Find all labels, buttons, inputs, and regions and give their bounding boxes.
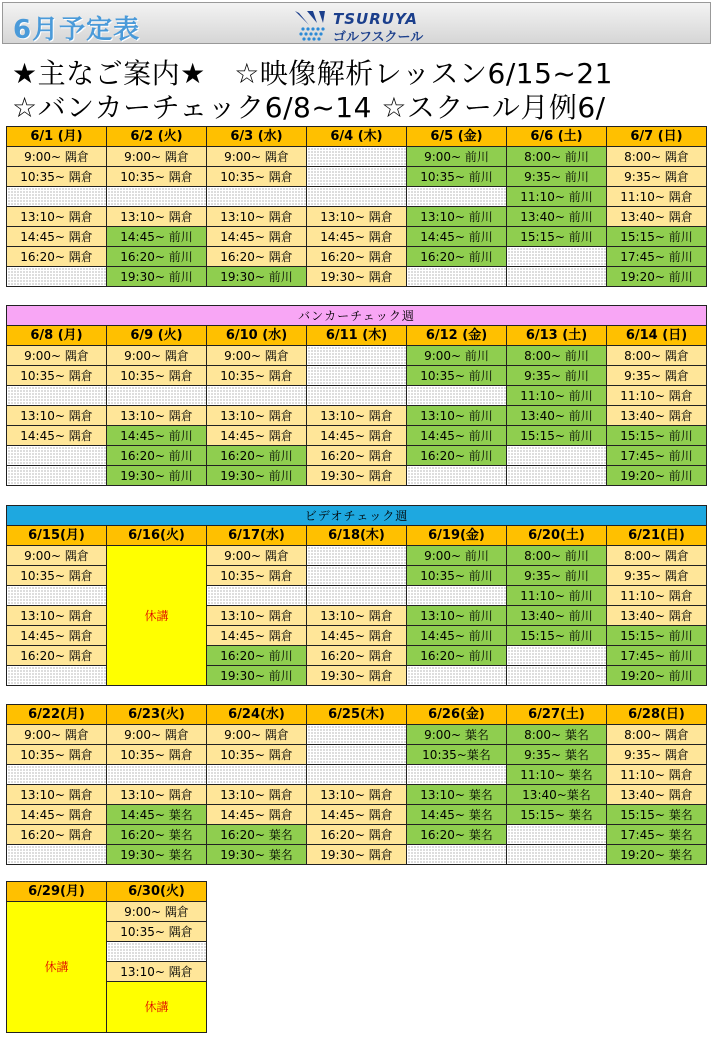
lesson-slot: 15:15~ 前川 [507,227,607,247]
time-slot-row [7,825,707,845]
lesson-slot: 14:45~ 隅倉 [7,426,107,446]
lesson-slot: 9:35~ 前川 [507,566,607,586]
day-header: 6/20(土) [507,526,607,546]
lesson-slot: 13:40~ 隅倉 [607,406,707,426]
lesson-slot: 19:30~ 前川 [107,267,207,287]
day-header: 6/25(木) [307,705,407,725]
day-header: 6/30(火) [107,882,207,902]
lesson-slot: 15:15~ 前川 [607,626,707,646]
empty-slot [307,765,407,785]
lesson-slot: 17:45~ 前川 [607,446,707,466]
empty-slot [7,187,107,207]
lesson-slot: 13:40~葉名 [507,785,607,805]
lesson-slot: 14:45~ 隅倉 [7,227,107,247]
empty-slot [107,386,207,406]
lesson-slot: 13:10~ 隅倉 [307,207,407,227]
day-header: 6/12 (金) [407,326,507,346]
day-header-row [7,705,707,725]
lesson-slot: 9:00~ 隅倉 [107,902,207,922]
lesson-slot: 14:45~ 葉名 [107,805,207,825]
lesson-slot: 10:35~ 隅倉 [207,167,307,187]
lesson-slot: 13:10~ 隅倉 [207,207,307,227]
lesson-slot: 13:40~ 前川 [507,406,607,426]
day-header: 6/5 (金) [407,127,507,147]
lesson-slot: 11:10~ 隅倉 [607,586,707,606]
empty-slot [507,646,607,666]
empty-slot [407,845,507,865]
lesson-slot: 14:45~ 隅倉 [307,426,407,446]
day-header: 6/11 (木) [307,326,407,346]
week-banner: バンカーチェック週 [7,306,707,326]
empty-slot [507,466,607,486]
lesson-slot: 13:10~ 葉名 [407,785,507,805]
empty-slot [507,845,607,865]
notice-line-2: ☆バンカーチェック6/8~14 ☆スクール月例6/ [12,91,606,124]
logo-text-jp: ゴルフスクール [333,30,424,45]
notice-line-1: ★主なご案内★ ☆映像解析レッスン6/15~21 [12,57,613,90]
lesson-slot: 10:35~ 隅倉 [107,922,207,942]
lesson-slot: 13:10~ 隅倉 [107,406,207,426]
week-banner: ビデオチェック週 [7,506,707,526]
lesson-slot: 16:20~ 前川 [407,646,507,666]
lesson-slot: 19:30~ 前川 [107,466,207,486]
lesson-slot: 10:35~ 隅倉 [207,566,307,586]
lesson-slot: 14:45~ 隅倉 [7,626,107,646]
empty-slot [207,765,307,785]
lesson-slot: 13:10~ 隅倉 [7,785,107,805]
page-title: 6月予定表 [13,15,141,45]
time-slot-row [7,446,707,466]
lesson-slot: 15:15~ 前川 [507,626,607,646]
lesson-slot: 11:10~ 前川 [507,586,607,606]
lesson-slot: 9:00~ 隅倉 [207,546,307,566]
empty-slot [207,187,307,207]
lesson-slot: 8:00~ 前川 [507,346,607,366]
time-slot-row [7,725,707,745]
day-header: 6/22(月) [7,705,107,725]
day-header: 6/28(日) [607,705,707,725]
day-header: 6/7 (日) [607,127,707,147]
lesson-slot: 10:35~ 隅倉 [7,745,107,765]
closed-label: 休講 [107,982,207,1033]
empty-slot [307,386,407,406]
lesson-slot: 13:40~ 前川 [507,606,607,626]
empty-slot [307,586,407,606]
lesson-slot: 9:00~ 隅倉 [7,546,107,566]
day-header: 6/17(水) [207,526,307,546]
schedule-week-1 [6,126,707,287]
lesson-slot: 9:00~ 隅倉 [7,346,107,366]
empty-slot [307,346,407,366]
header-bar [2,2,711,44]
lesson-slot: 11:10~ 前川 [507,386,607,406]
lesson-slot: 8:00~ 前川 [507,147,607,167]
lesson-slot: 10:35~ 前川 [407,167,507,187]
lesson-slot: 13:10~ 前川 [407,406,507,426]
time-slot-row [7,845,707,865]
day-header: 6/26(金) [407,705,507,725]
lesson-slot: 9:00~ 前川 [407,546,507,566]
time-slot-row [7,406,707,426]
lesson-slot: 9:35~ 隅倉 [607,167,707,187]
lesson-slot: 10:35~ 隅倉 [107,745,207,765]
lesson-slot: 10:35~ 前川 [407,366,507,386]
lesson-slot: 19:30~ 前川 [207,666,307,686]
empty-slot [7,446,107,466]
day-header: 6/9 (火) [107,326,207,346]
lesson-slot: 14:45~ 隅倉 [7,805,107,825]
time-slot-row [7,546,707,566]
empty-slot [107,187,207,207]
lesson-slot: 16:20~ 前川 [207,646,307,666]
lesson-slot: 9:00~ 隅倉 [207,725,307,745]
schedule-week-4 [6,704,707,865]
empty-slot [407,386,507,406]
lesson-slot: 17:45~ 前川 [607,247,707,267]
lesson-slot: 11:10~ 前川 [507,187,607,207]
time-slot-row [7,227,707,247]
day-header: 6/27(土) [507,705,607,725]
empty-slot [307,167,407,187]
empty-slot [7,267,107,287]
lesson-slot: 14:45~ 隅倉 [207,626,307,646]
lesson-slot: 17:45~ 葉名 [607,825,707,845]
lesson-slot: 9:00~ 隅倉 [107,147,207,167]
day-header: 6/2 (火) [107,127,207,147]
lesson-slot: 16:20~ 前川 [107,446,207,466]
closed-label: 休講 [107,546,207,686]
lesson-slot: 19:30~ 隅倉 [307,666,407,686]
lesson-slot: 16:20~ 隅倉 [207,247,307,267]
empty-slot [7,845,107,865]
empty-slot [407,267,507,287]
lesson-slot: 8:00~ 前川 [507,546,607,566]
lesson-slot: 10:35~ 隅倉 [7,366,107,386]
lesson-slot: 19:20~ 前川 [607,267,707,287]
lesson-slot: 14:45~ 葉名 [407,805,507,825]
day-header: 6/4 (木) [307,127,407,147]
lesson-slot: 11:10~ 隅倉 [607,386,707,406]
lesson-slot: 9:00~ 隅倉 [7,147,107,167]
day-header: 6/21(日) [607,526,707,546]
day-header: 6/6 (土) [507,127,607,147]
lesson-slot: 16:20~ 葉名 [207,825,307,845]
empty-slot [7,666,107,686]
lesson-slot: 13:10~ 隅倉 [7,406,107,426]
lesson-slot: 14:45~ 隅倉 [207,227,307,247]
empty-slot [507,446,607,466]
empty-slot [207,586,307,606]
lesson-slot: 9:00~ 隅倉 [207,346,307,366]
empty-slot [307,366,407,386]
schedule-table [6,505,707,686]
lesson-slot: 13:10~ 隅倉 [307,606,407,626]
day-header: 6/18(木) [307,526,407,546]
empty-slot [307,566,407,586]
lesson-slot: 14:45~ 隅倉 [207,426,307,446]
lesson-slot: 16:20~ 隅倉 [7,825,107,845]
lesson-slot: 10:35~葉名 [407,745,507,765]
schedule-week-5 [6,881,207,1033]
lesson-slot: 8:00~ 隅倉 [607,546,707,566]
tsuruya-logo-icon [293,9,329,43]
schedule-table [6,704,707,865]
lesson-slot: 13:10~ 隅倉 [307,785,407,805]
lesson-slot: 10:35~ 隅倉 [7,566,107,586]
day-header: 6/29(月) [7,882,107,902]
empty-slot [507,825,607,845]
lesson-slot: 10:35~ 隅倉 [207,366,307,386]
lesson-slot: 10:35~ 前川 [407,566,507,586]
lesson-slot: 13:40~ 前川 [507,207,607,227]
lesson-slot: 14:45~ 隅倉 [307,227,407,247]
lesson-slot: 16:20~ 前川 [107,247,207,267]
day-header: 6/19(金) [407,526,507,546]
empty-slot [507,267,607,287]
lesson-slot: 10:35~ 隅倉 [107,366,207,386]
empty-slot [7,386,107,406]
lesson-slot: 16:20~ 隅倉 [7,646,107,666]
time-slot-row [7,267,707,287]
lesson-slot: 19:30~ 前川 [207,466,307,486]
empty-slot [307,725,407,745]
lesson-slot: 13:10~ 前川 [407,606,507,626]
lesson-slot: 14:45~ 前川 [107,227,207,247]
schedule-week-2 [6,305,707,486]
lesson-slot: 19:20~ 前川 [607,466,707,486]
day-header-row [7,127,707,147]
tsuruya-logo [293,9,433,43]
lesson-slot: 9:35~ 葉名 [507,745,607,765]
lesson-slot: 13:10~ 隅倉 [107,207,207,227]
lesson-slot: 19:20~ 前川 [607,666,707,686]
time-slot-row [7,745,707,765]
day-header-row [7,882,207,902]
empty-slot [7,765,107,785]
lesson-slot: 13:40~ 隅倉 [607,606,707,626]
day-header: 6/3 (水) [207,127,307,147]
lesson-slot: 14:45~ 前川 [407,626,507,646]
time-slot-row [7,902,207,922]
lesson-slot: 19:30~ 前川 [207,267,307,287]
day-header: 6/13 (土) [507,326,607,346]
empty-slot [207,386,307,406]
lesson-slot: 16:20~ 葉名 [107,825,207,845]
lesson-slot: 14:45~ 前川 [107,426,207,446]
schedule-week-3 [6,505,707,686]
time-slot-row [7,147,707,167]
lesson-slot: 13:40~ 隅倉 [607,785,707,805]
empty-slot [307,147,407,167]
lesson-slot: 13:10~ 隅倉 [307,406,407,426]
lesson-slot: 14:45~ 隅倉 [207,805,307,825]
empty-slot [407,666,507,686]
lesson-slot: 9:00~ 前川 [407,346,507,366]
lesson-slot: 9:00~ 隅倉 [207,147,307,167]
empty-slot [7,586,107,606]
logo-text-en: TSURUYA [333,10,418,28]
lesson-slot: 14:45~ 前川 [407,426,507,446]
time-slot-row [7,346,707,366]
empty-slot [7,466,107,486]
lesson-slot: 17:45~ 前川 [607,646,707,666]
time-slot-row [7,366,707,386]
lesson-slot: 10:35~ 隅倉 [207,745,307,765]
closed-label: 休講 [7,902,107,1033]
lesson-slot: 13:10~ 隅倉 [207,785,307,805]
lesson-slot: 19:30~ 葉名 [207,845,307,865]
lesson-slot: 9:00~ 隅倉 [7,725,107,745]
week-banner-row [7,506,707,526]
time-slot-row [7,207,707,227]
empty-slot [407,187,507,207]
lesson-slot: 19:30~ 隅倉 [307,267,407,287]
lesson-slot: 16:20~ 葉名 [407,825,507,845]
lesson-slot: 13:10~ 前川 [407,207,507,227]
day-header: 6/15(月) [7,526,107,546]
lesson-slot: 13:40~ 隅倉 [607,207,707,227]
lesson-slot: 9:35~ 前川 [507,167,607,187]
empty-slot [107,765,207,785]
lesson-slot: 13:10~ 隅倉 [107,785,207,805]
time-slot-row [7,785,707,805]
lesson-slot: 15:15~ 前川 [607,426,707,446]
lesson-slot: 9:35~ 前川 [507,366,607,386]
time-slot-row [7,426,707,446]
lesson-slot: 9:35~ 隅倉 [607,745,707,765]
lesson-slot: 15:15~ 葉名 [507,805,607,825]
time-slot-row [7,805,707,825]
lesson-slot: 11:10~ 隅倉 [607,765,707,785]
week-banner-row [7,306,707,326]
time-slot-row [7,466,707,486]
lesson-slot: 13:10~ 隅倉 [7,207,107,227]
time-slot-row [7,247,707,267]
empty-slot [307,546,407,566]
day-header: 6/23(火) [107,705,207,725]
lesson-slot: 9:00~ 前川 [407,147,507,167]
time-slot-row [7,187,707,207]
lesson-slot: 10:35~ 隅倉 [7,167,107,187]
empty-slot [307,187,407,207]
lesson-slot: 10:35~ 隅倉 [107,167,207,187]
lesson-slot: 16:20~ 隅倉 [307,446,407,466]
time-slot-row [7,765,707,785]
schedule-table [6,881,207,1033]
schedule-table [6,126,707,287]
lesson-slot: 8:00~ 葉名 [507,725,607,745]
day-header: 6/24(水) [207,705,307,725]
lesson-slot: 8:00~ 隅倉 [607,346,707,366]
lesson-slot: 15:15~ 葉名 [607,805,707,825]
lesson-slot: 13:10~ 隅倉 [7,606,107,626]
day-header: 6/16(火) [107,526,207,546]
lesson-slot: 16:20~ 隅倉 [307,825,407,845]
day-header: 6/1 (月) [7,127,107,147]
lesson-slot: 15:15~ 前川 [607,227,707,247]
lesson-slot: 19:30~ 葉名 [107,845,207,865]
lesson-slot: 9:35~ 隅倉 [607,566,707,586]
time-slot-row [7,386,707,406]
lesson-slot: 19:30~ 隅倉 [307,845,407,865]
lesson-slot: 16:20~ 隅倉 [307,646,407,666]
time-slot-row [7,167,707,187]
lesson-slot: 16:20~ 前川 [207,446,307,466]
empty-slot [507,666,607,686]
lesson-slot: 16:20~ 隅倉 [7,247,107,267]
lesson-slot: 16:20~ 前川 [407,247,507,267]
lesson-slot: 19:30~ 隅倉 [307,466,407,486]
lesson-slot: 13:10~ 隅倉 [207,406,307,426]
lesson-slot: 15:15~ 前川 [507,426,607,446]
empty-slot [407,586,507,606]
empty-slot [507,247,607,267]
lesson-slot: 8:00~ 隅倉 [607,147,707,167]
lesson-slot: 14:45~ 隅倉 [307,805,407,825]
day-header-row [7,326,707,346]
empty-slot [407,765,507,785]
lesson-slot: 9:00~ 葉名 [407,725,507,745]
day-header-row [7,526,707,546]
lesson-slot: 16:20~ 前川 [407,446,507,466]
lesson-slot: 9:35~ 隅倉 [607,366,707,386]
lesson-slot: 16:20~ 隅倉 [307,247,407,267]
lesson-slot: 11:10~ 隅倉 [607,187,707,207]
lesson-slot: 9:00~ 隅倉 [107,725,207,745]
lesson-slot: 13:10~ 隅倉 [207,606,307,626]
empty-slot [107,942,207,962]
empty-slot [407,466,507,486]
lesson-slot: 9:00~ 隅倉 [107,346,207,366]
day-header: 6/10 (水) [207,326,307,346]
lesson-slot: 11:10~ 葉名 [507,765,607,785]
day-header: 6/8 (月) [7,326,107,346]
lesson-slot: 14:45~ 隅倉 [307,626,407,646]
empty-slot [307,745,407,765]
lesson-slot: 13:10~ 隅倉 [107,962,207,982]
lesson-slot: 14:45~ 前川 [407,227,507,247]
day-header: 6/14 (日) [607,326,707,346]
schedule-table [6,305,707,486]
lesson-slot: 19:20~ 葉名 [607,845,707,865]
lesson-slot: 8:00~ 隅倉 [607,725,707,745]
